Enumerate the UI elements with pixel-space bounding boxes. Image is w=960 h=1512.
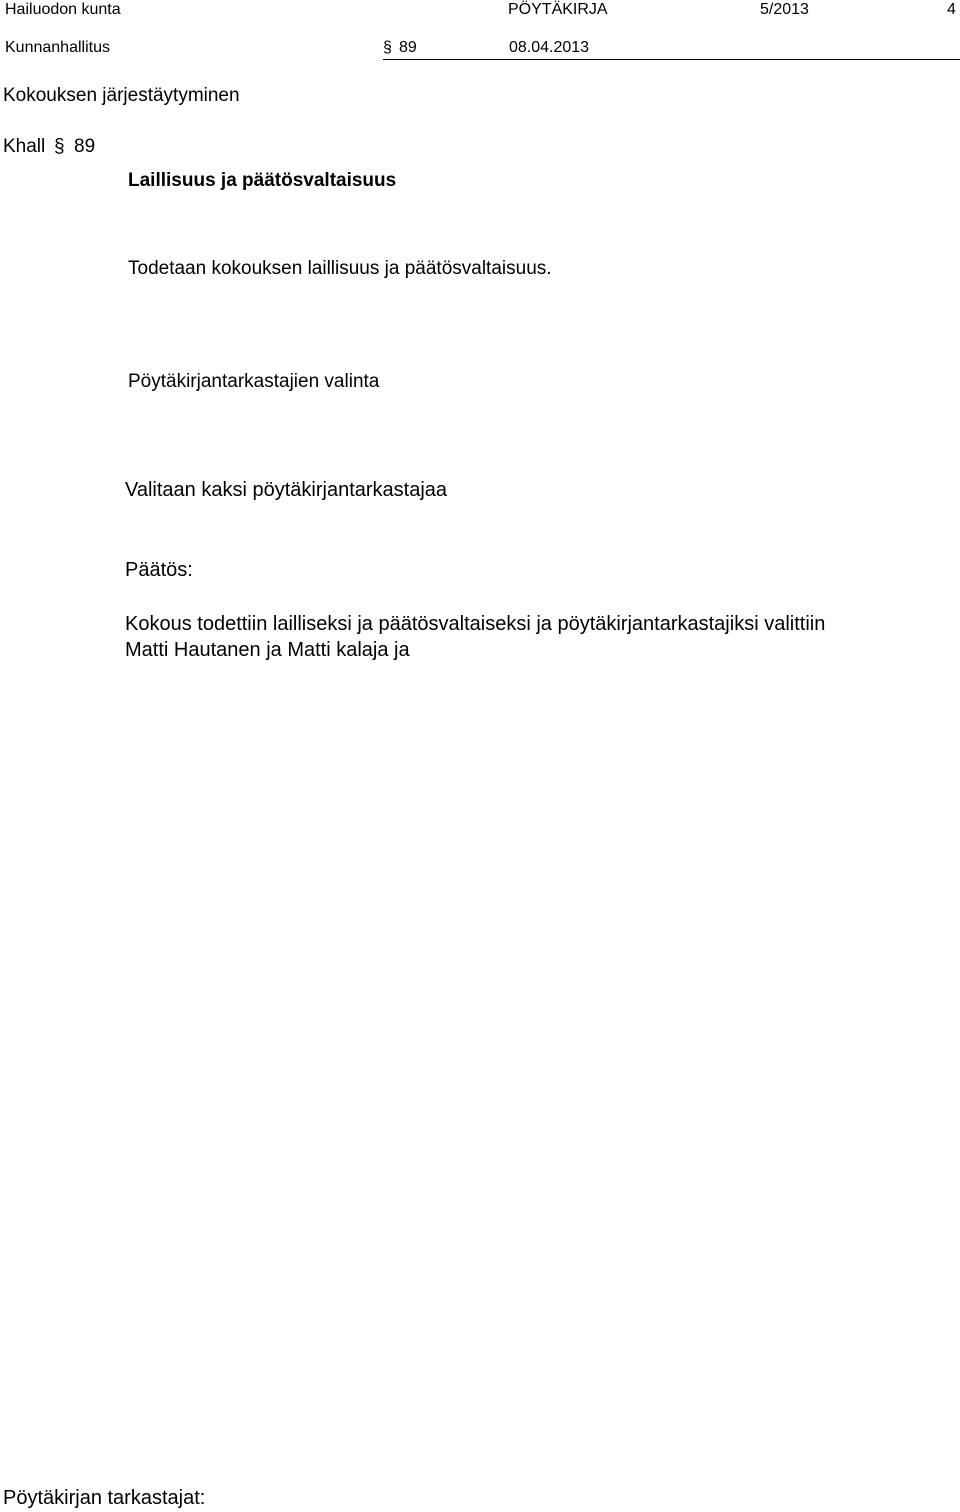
footer-reviewers-label: Pöytäkirjan tarkastajat: xyxy=(3,1487,206,1509)
proposal: Valitaan kaksi pöytäkirjantarkastajaa xyxy=(125,479,448,501)
decision-line-2: Matti Hautanen ja Matti kalaja ja xyxy=(125,639,410,661)
khall-number: 89 xyxy=(74,136,96,157)
header-page-number: 4 xyxy=(947,1,956,18)
reviewers-heading: Pöytäkirjantarkastajien valinta xyxy=(128,371,380,392)
statement: Todetaan kokouksen laillisuus ja päätösvaltaisuus. xyxy=(128,258,552,279)
header-divider xyxy=(383,59,960,60)
header-body-name: Kunnanhallitus xyxy=(5,39,110,56)
decision-label: Päätös: xyxy=(125,559,193,581)
section-title: Kokouksen järjestäytyminen xyxy=(3,85,240,106)
khall-label: Khall xyxy=(3,136,46,157)
header-doc-type: PÖYTÄKIRJA xyxy=(508,1,608,18)
header-section-sign: § xyxy=(383,39,392,56)
header-doc-number: 5/2013 xyxy=(760,1,809,18)
subheading: Laillisuus ja päätösvaltaisuus xyxy=(128,170,397,191)
decision-line-1: Kokous todettiin lailliseksi ja päätösvaltaiseksi ja pöytäkirjantarkastajiksi valittiin xyxy=(125,613,826,635)
khall-section-sign: § xyxy=(54,136,65,157)
header-section-number: 89 xyxy=(399,39,417,56)
header-date: 08.04.2013 xyxy=(509,39,590,56)
header-org: Hailuodon kunta xyxy=(5,1,121,18)
